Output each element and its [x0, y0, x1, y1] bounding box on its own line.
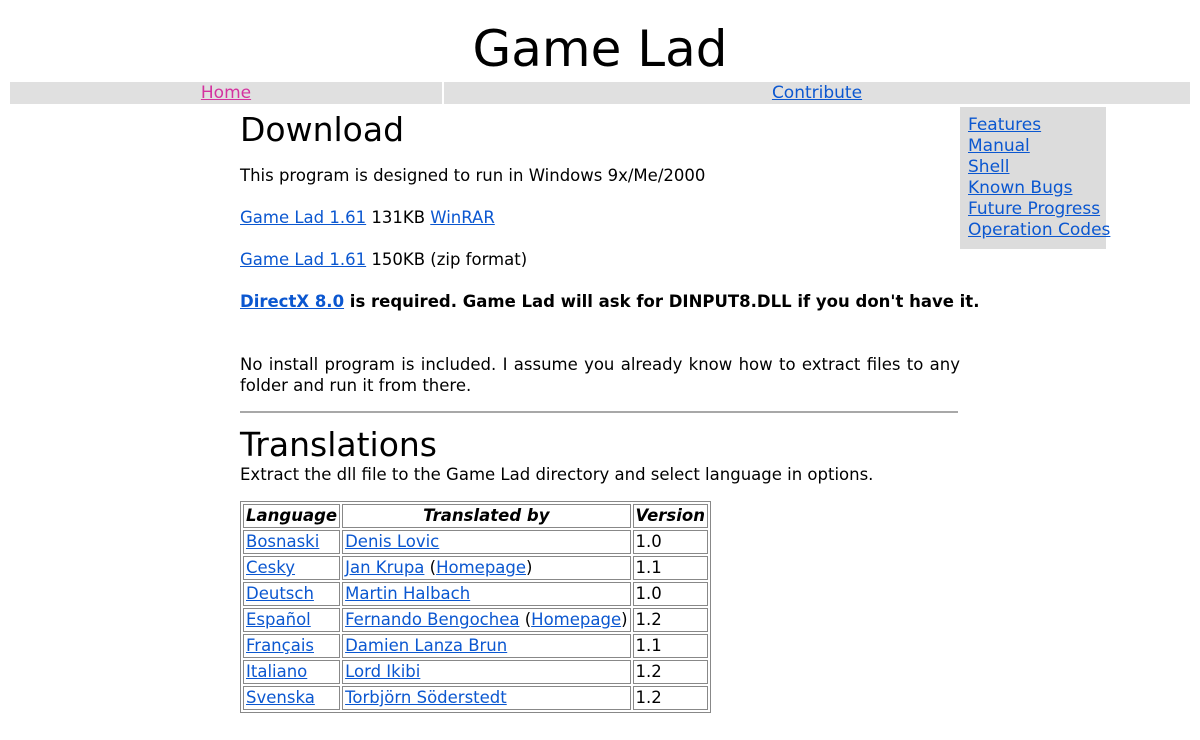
sidebar-link-shell[interactable]: Shell	[968, 157, 1010, 177]
file-1-size: 131KB	[366, 208, 431, 227]
language-cell	[243, 660, 340, 684]
language-cell	[243, 634, 340, 658]
sidebar-link-features[interactable]: Features	[968, 115, 1042, 135]
table-row	[243, 530, 708, 554]
translator-link[interactable]: Jan Krupa	[345, 558, 425, 577]
table-row	[243, 556, 708, 580]
translator-link[interactable]: Denis Lovic	[345, 532, 440, 551]
translator-cell: Fernando Bengochea (Homepage)	[342, 608, 630, 632]
translator-cell	[342, 686, 630, 710]
download-file-1	[240, 207, 495, 228]
main-content	[240, 108, 980, 707]
language-cell	[243, 608, 340, 632]
language-link[interactable]: Deutsch	[246, 584, 314, 603]
download-intro: This program is designed to run in Windows 9x/Me/2000	[240, 166, 706, 185]
section-divider	[240, 411, 958, 413]
language-cell	[243, 530, 340, 554]
language-cell	[243, 582, 340, 606]
sidebar-link-known-bugs[interactable]: Known Bugs	[968, 178, 1073, 198]
version-cell: 1.0	[633, 582, 708, 606]
directx-link[interactable]: DirectX 8.0	[240, 292, 345, 311]
homepage-link[interactable]: Homepage	[436, 558, 527, 577]
table-row	[243, 660, 708, 684]
translator-cell	[342, 660, 630, 684]
winrar-link[interactable]: WinRAR	[430, 208, 495, 227]
nav-home-link[interactable]: Home	[200, 83, 252, 103]
language-link[interactable]: Cesky	[246, 558, 296, 577]
version-cell: 1.0	[633, 530, 708, 554]
translator-cell	[342, 582, 630, 606]
language-cell	[243, 556, 340, 580]
homepage-link[interactable]: Homepage	[531, 610, 622, 629]
download-heading: Download	[240, 110, 405, 149]
page-title: Game Lad	[472, 20, 728, 78]
sidebar-link-manual[interactable]: Manual	[968, 136, 1030, 156]
nav-contribute-cell	[444, 82, 1190, 104]
translator-link[interactable]: Fernando Bengochea	[345, 610, 520, 629]
translator-cell	[342, 530, 630, 554]
table-row	[243, 582, 708, 606]
language-link[interactable]: Italiano	[246, 662, 308, 681]
table-row	[243, 608, 708, 632]
download-link-zip[interactable]: Game Lad 1.61	[240, 250, 367, 269]
translator-link[interactable]: Lord Ikibi	[345, 662, 421, 681]
translator-cell: Jan Krupa (Homepage)	[342, 556, 630, 580]
table-header-row	[243, 504, 708, 528]
translator-link[interactable]: Martin Halbach	[345, 584, 471, 603]
directx-text: is required. Game Lad will ask for DINPUT8.DLL if you don't have it.	[344, 292, 980, 311]
translations-heading: Translations	[240, 425, 438, 464]
download-file-2	[240, 249, 527, 270]
translator-cell	[342, 634, 630, 658]
nav-contribute-link[interactable]: Contribute	[771, 83, 863, 103]
sidebar	[960, 107, 1111, 249]
language-cell	[243, 686, 340, 710]
translator-link[interactable]: Torbjörn Söderstedt	[345, 688, 507, 707]
install-note: No install program is included. I assume you already know how to extract files to any folder and run it from there.	[240, 355, 960, 395]
language-link[interactable]: Bosnaski	[246, 532, 320, 551]
language-link[interactable]: Français	[246, 636, 315, 655]
sidebar-link-future-progress[interactable]: Future Progress	[968, 199, 1101, 219]
column-header-language: Language	[243, 504, 340, 528]
download-link-rar[interactable]: Game Lad 1.61	[240, 208, 367, 227]
version-cell: 1.1	[633, 634, 708, 658]
table-row	[243, 686, 708, 710]
nav-home-cell	[10, 82, 442, 104]
version-cell: 1.1	[633, 556, 708, 580]
language-link[interactable]: Español	[246, 610, 311, 629]
version-cell: 1.2	[633, 686, 708, 710]
file-2-size: 150KB (zip format)	[366, 250, 528, 269]
translator-link[interactable]: Damien Lanza Brun	[345, 636, 508, 655]
version-cell: 1.2	[633, 608, 708, 632]
table-row	[243, 634, 708, 658]
translations-table	[240, 501, 711, 713]
column-header-version: Version	[633, 504, 708, 528]
version-cell: 1.2	[633, 660, 708, 684]
sidebar-link-operation-codes[interactable]: Operation Codes	[968, 220, 1111, 240]
navbar	[10, 82, 1190, 104]
directx-requirement	[240, 291, 979, 312]
column-header-translated-by: Translated by	[342, 504, 630, 528]
translations-intro: Extract the dll file to the Game Lad directory and select language in options.	[240, 465, 874, 484]
language-link[interactable]: Svenska	[246, 688, 315, 707]
